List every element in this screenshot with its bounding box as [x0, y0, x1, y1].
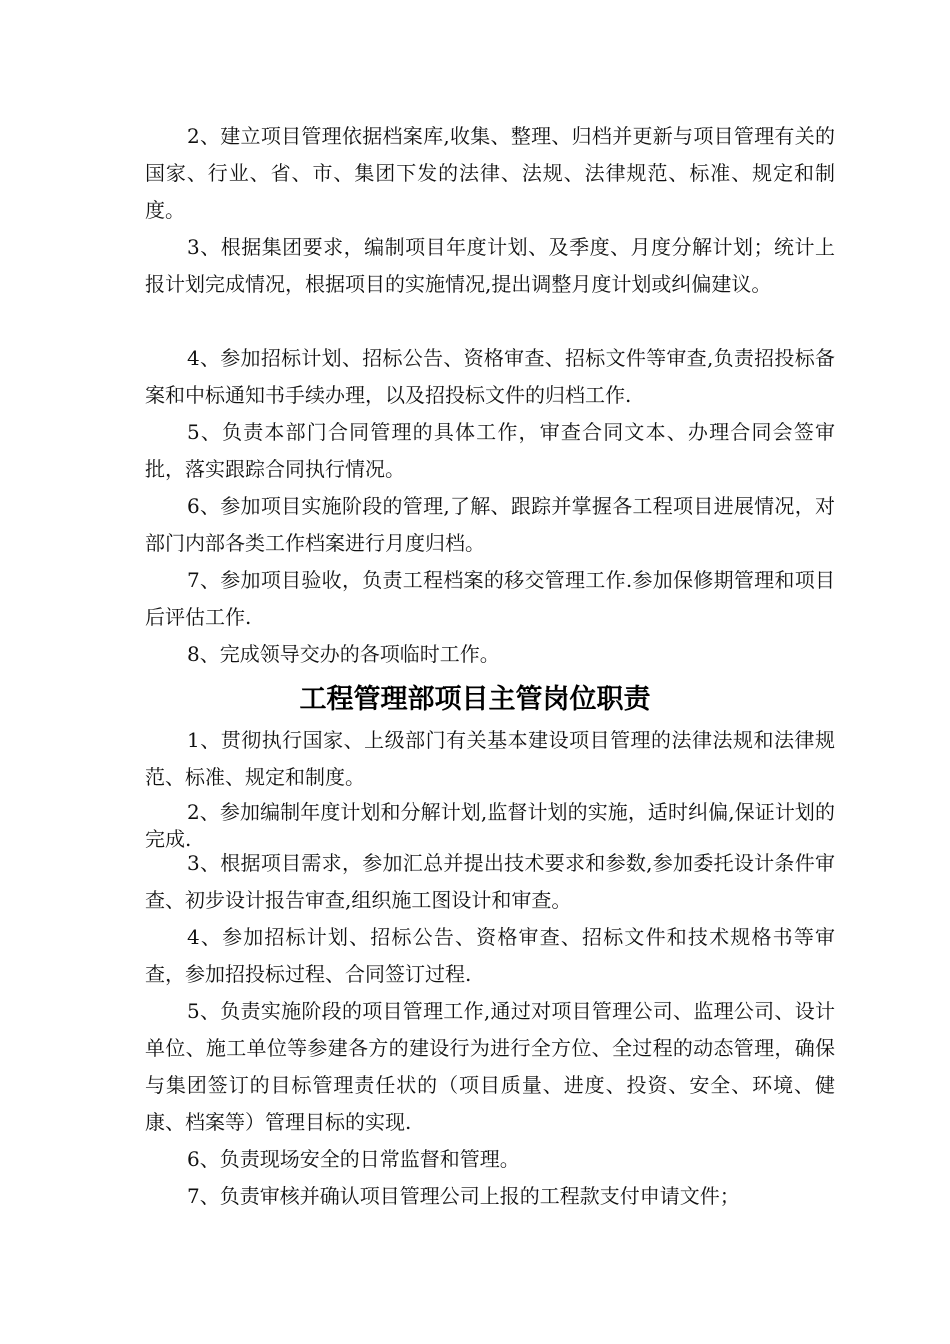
section-title: 工程管理部项目主管岗位职责 — [299, 684, 651, 715]
paragraph-s1-item-2: 2、建立项目管理依据档案库,收集、整理、归档并更新与项目管理有关的国家、行业、省、市、集团下发的法律、法规、法律规范、标准、规定和制度。 — [145, 124, 835, 222]
paragraph-s1-item-5: 5、负责本部门合同管理的具体工作，审查合同文本、办理合同会签审批，落实跟踪合同执行情况。 — [145, 420, 835, 481]
paragraph-s1-item-3: 3、根据集团要求，编制项目年度计划、及季度、月度分解计划；统计上报计划完成情况，根据项目的实施情况,提出调整月度计划或纠偏建议。 — [145, 235, 835, 296]
paragraph-s2-item-6: 6、负责现场安全的日常监督和管理。 — [187, 1147, 520, 1171]
paragraph-s1-item-6: 6、参加项目实施阶段的管理,了解、跟踪并掌握各工程项目进展情况，对部门内部各类工作档案进行月度归档。 — [145, 494, 835, 555]
paragraph-s1-item-7: 7、参加项目验收，负责工程档案的移交管理工作.参加保修期管理和项目后评估工作. — [145, 568, 835, 629]
paragraph-s2-item-3: 3、根据项目需求，参加汇总并提出技术要求和参数,参加委托设计条件审查、初步设计报告审查,组织施工图设计和审查。 — [145, 851, 835, 912]
paragraph-s2-item-1: 1、贯彻执行国家、上级部门有关基本建设项目管理的法律法规和法律规范、标准、规定和制度。 — [145, 728, 835, 789]
paragraph-s1-item-8: 8、完成领导交办的各项临时工作。 — [187, 642, 500, 666]
paragraph-s2-item-4: 4、参加招标计划、招标公告、资格审查、招标文件和技术规格书等审查，参加招投标过程、合同签订过程. — [145, 925, 835, 986]
paragraph-s2-item-5: 5、负责实施阶段的项目管理工作,通过对项目管理公司、监理公司、设计单位、施工单位等参建各方的建设行为进行全方位、全过程的动态管理，确保与集团签订的目标管理责任状的（项目质量、进度、投资、安全、环境、健康、档案等）管理目标的实现. — [145, 999, 835, 1134]
paragraph-s2-item-7: 7、负责审核并确认项目管理公司上报的工程款支付申请文件； — [187, 1184, 740, 1208]
paragraph-s1-item-4: 4、参加招标计划、招标公告、资格审查、招标文件等审查,负责招投标备案和中标通知书手续办理，以及招投标文件的归档工作. — [145, 346, 835, 407]
paragraph-s2-item-2: 2、参加编制年度计划和分解计划,监督计划的实施，适时纠偏,保证计划的完成. — [145, 800, 835, 851]
